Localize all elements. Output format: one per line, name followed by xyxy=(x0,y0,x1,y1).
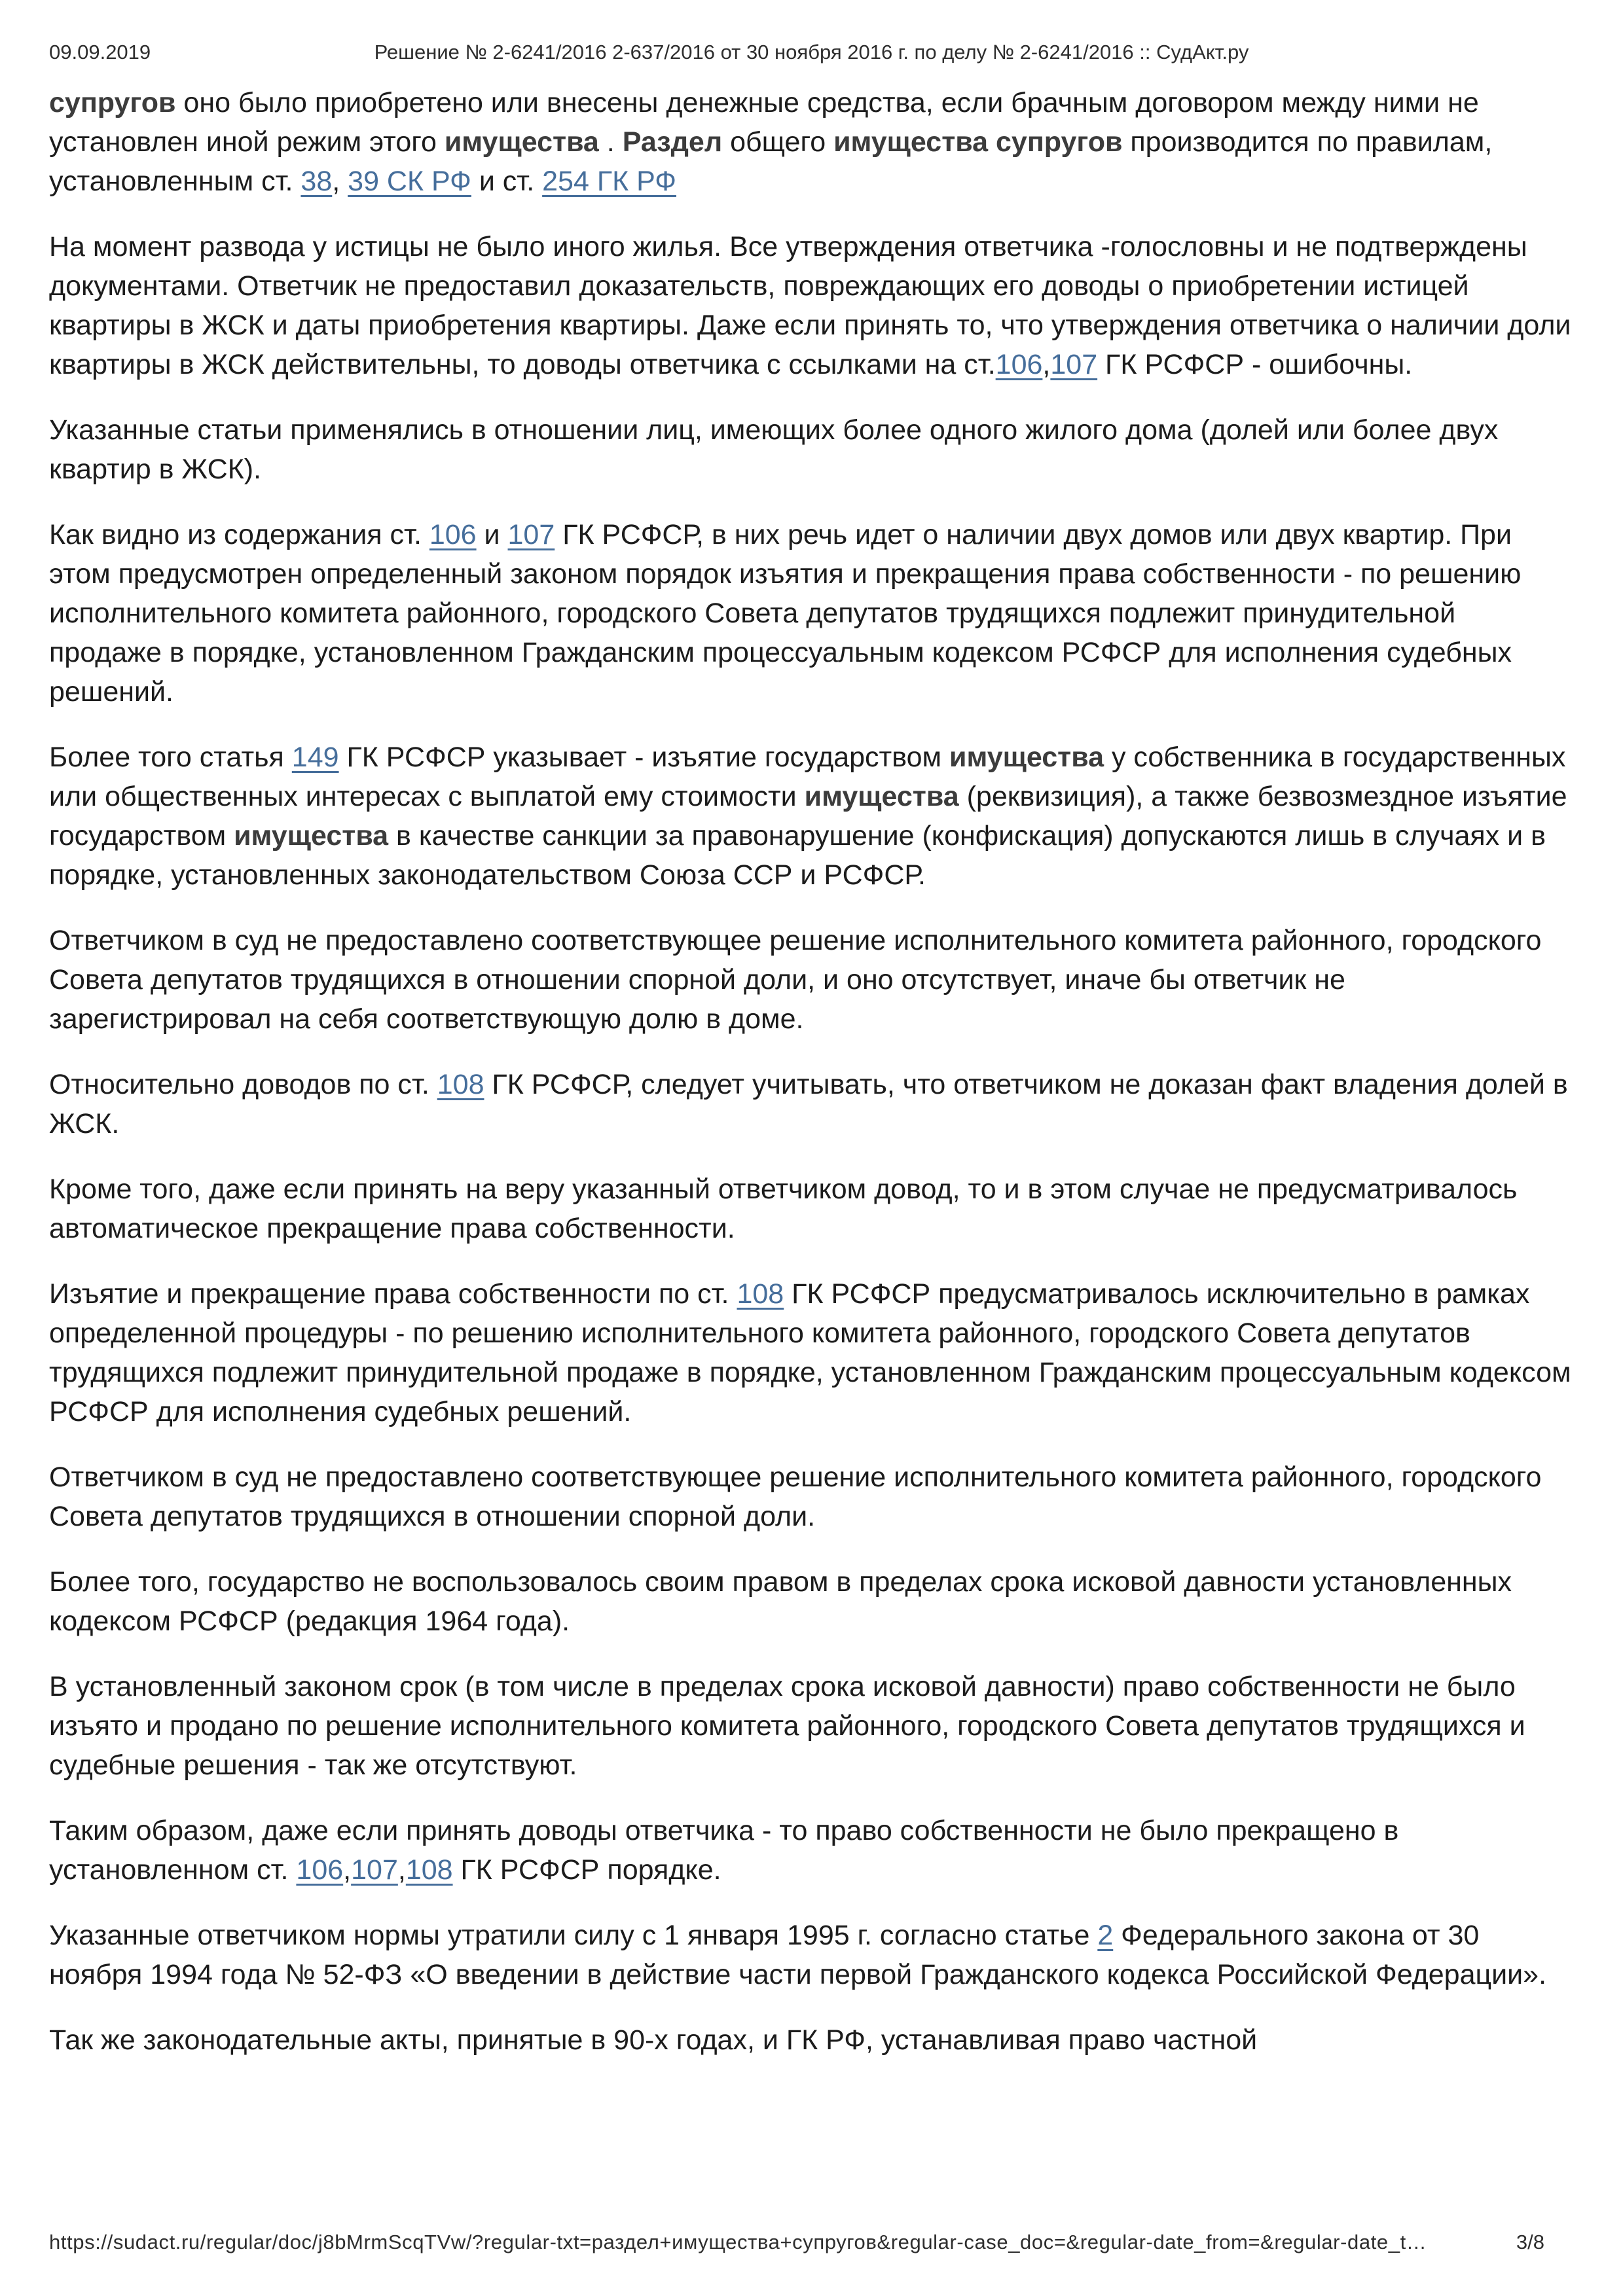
paragraph xyxy=(49,1065,1575,1143)
text-run: ГК РСФСР предусматривалось исключительно в рамках определенной процедуры - по решению исполнительного комитета районного, городского Совета депутатов трудящихся подлежит принудительной продаже в порядке, установленном Гражданским процессуальным кодексом РСФСР для исполнения судебных решений. xyxy=(49,1278,1571,1427)
text-run: оно было приобретено или внесены денежные средства, если брачным договором между ними не установлен иной режим этого xyxy=(49,87,1479,158)
paragraph xyxy=(49,1170,1575,1248)
text-run: Ответчиком в суд не предоставлено соответствующее решение исполнительного комитета районного, городского Совета депутатов трудящихся в отношении спорной доли, и оно отсутствует, иначе бы ответчик не зарегистрировал на себя соответствующую долю в доме. xyxy=(49,925,1542,1035)
paragraph xyxy=(49,2020,1575,2060)
article-link[interactable]: 254 ГК РФ xyxy=(542,166,676,197)
article-link[interactable]: 38 xyxy=(301,166,333,197)
text-run: ГК РСФСР - ошибочны. xyxy=(1097,349,1413,380)
paragraph xyxy=(49,1811,1575,1890)
paragraph xyxy=(49,515,1575,711)
article-link[interactable]: 106 xyxy=(296,1854,344,1886)
document-title: Решение № 2-6241/2016 2-637/2016 от 30 ноября 2016 г. по делу № 2-6241/2016 :: СудАкт.ру xyxy=(374,41,1249,63)
print-footer xyxy=(49,2231,1544,2254)
paragraph xyxy=(49,738,1575,895)
text-run: ГК РСФСР, в них речь идет о наличии двух домов или двух квартир. При этом предусмотрен определенный законом порядок изъятия и прекращения права собственности - по решению исполнительного комитета районного, городского Совета депутатов трудящихся подлежит принудительной продаже в порядке, установленном Гражданским процессуальным кодексом РСФСР для исполнения судебных решений. xyxy=(49,519,1522,708)
highlight-term: имущества xyxy=(444,126,599,158)
text-run: ГК РСФСР указывает - изъятие государством xyxy=(338,742,950,773)
text-run: , xyxy=(1042,349,1051,380)
print-date: 09.09.2019 xyxy=(49,41,151,63)
highlight-term: Раздел xyxy=(622,126,723,158)
text-run: и xyxy=(476,519,508,550)
paragraph xyxy=(49,1458,1575,1536)
paragraph xyxy=(49,921,1575,1039)
text-run: ГК РСФСР порядке. xyxy=(452,1854,721,1886)
article-link[interactable]: 108 xyxy=(437,1069,484,1100)
text-run: На момент развода у истицы не было иного жилья. Все утверждения ответчика -голословны и не подтверждены документами. Ответчик не предоставил доказательств, повреждающих его доводы о приобретении истицей квартиры в ЖСК и даты приобретения квартиры. Даже если принять то, что утверждения ответчика о наличии доли квартиры в ЖСК действительны, то доводы ответчика с ссылками на ст. xyxy=(49,231,1571,380)
text-run: Федерального закона от 30 ноября 1994 года № 52-ФЗ «О введении в действие части первой Гражданского кодекса Российской Федерации». xyxy=(49,1920,1547,1990)
text-run: Как видно из содержания ст. xyxy=(49,519,429,550)
article-link[interactable]: 2 xyxy=(1097,1920,1114,1951)
text-run: Относительно доводов по ст. xyxy=(49,1069,437,1100)
source-url: https://sudact.ru/regular/doc/j8bMrmScqTVw/?regular-txt=раздел+имущества+супругов&regular-case_doc=&regular-date_from=&regular-date_t… xyxy=(49,2231,1427,2253)
text-run: , xyxy=(332,166,348,197)
text-run: ГК РСФСР, следует учитывать, что ответчиком не доказан факт владения долей в ЖСК. xyxy=(49,1069,1568,1139)
article-link[interactable]: 106 xyxy=(995,349,1043,380)
text-run: В установленный законом срок (в том числе в пределах срока исковой давности) право собственности не было изъято и продано по решение исполнительного комитета районного, городского Совета депутатов трудящихся и судебные решения - так же отсутствуют. xyxy=(49,1671,1525,1781)
text-run: , xyxy=(343,1854,352,1886)
text-run: производится по правилам, установленным ст. xyxy=(49,126,1493,197)
article-link[interactable]: 108 xyxy=(737,1278,784,1310)
print-header xyxy=(49,41,1574,67)
article-link[interactable]: 107 xyxy=(1050,349,1098,380)
highlight-term: имущества xyxy=(234,820,389,852)
page-number: 3/8 xyxy=(1516,2231,1544,2253)
text-run: . xyxy=(598,126,623,158)
paragraph xyxy=(49,1562,1575,1641)
text-run: Более того, государство не воспользовалось своим правом в пределах срока исковой давности установленных кодексом РСФСР (редакция 1964 года). xyxy=(49,1566,1512,1637)
paragraph xyxy=(49,1274,1575,1431)
paragraph xyxy=(49,1916,1575,1994)
highlight-term: имущества xyxy=(804,781,959,812)
text-run: (реквизиция), а также безвозмездное изъятие государством xyxy=(49,781,1567,852)
text-run: у собственника в государственных или общественных интересах с выплатой ему стоимости xyxy=(49,742,1566,812)
text-run: в качестве санкции за правонарушение (конфискация) допускаются лишь в случаях и в порядке, установленных законодательством Союза ССР и РСФСР. xyxy=(49,820,1546,891)
article-link[interactable]: 106 xyxy=(429,519,477,550)
text-run: , xyxy=(397,1854,406,1886)
paragraph xyxy=(49,410,1575,489)
highlight-term: супругов xyxy=(49,87,176,118)
text-run: общего xyxy=(722,126,834,158)
paragraph xyxy=(49,227,1575,384)
article-link[interactable]: 39 СК РФ xyxy=(348,166,471,197)
article-link[interactable]: 107 xyxy=(351,1854,398,1886)
text-run: Таким образом, даже если принять доводы ответчика - то право собственности не было прекращено в установленном ст. xyxy=(49,1815,1399,1886)
text-run: Так же законодательные акты, принятые в 90-х годах, и ГК РФ, устанавливая право частной xyxy=(49,2024,1258,2056)
article-link[interactable]: 149 xyxy=(291,742,339,773)
document-body xyxy=(49,83,1575,2060)
text-run: Ответчиком в суд не предоставлено соответствующее решение исполнительного комитета районного, городского Совета депутатов трудящихся в отношении спорной доли. xyxy=(49,1462,1542,1532)
text-run: и ст. xyxy=(471,166,543,197)
text-run: Более того статья xyxy=(49,742,292,773)
highlight-term: имущества xyxy=(949,742,1104,773)
paragraph xyxy=(49,1667,1575,1785)
highlight-term: имущества супругов xyxy=(833,126,1123,158)
text-run: Изъятие и прекращение права собственности по ст. xyxy=(49,1278,737,1310)
article-link[interactable]: 108 xyxy=(405,1854,453,1886)
text-run: Кроме того, даже если принять на веру указанный ответчиком довод, то и в этом случае не предусматривалось автоматическое прекращение права собственности. xyxy=(49,1174,1518,1244)
text-run: Указанные ответчиком нормы утратили силу с 1 января 1995 г. согласно статье xyxy=(49,1920,1098,1951)
article-link[interactable]: 107 xyxy=(507,519,555,550)
paragraph xyxy=(49,83,1575,201)
text-run: Указанные статьи применялись в отношении лиц, имеющих более одного жилого дома (долей или более двух квартир в ЖСК). xyxy=(49,414,1499,485)
